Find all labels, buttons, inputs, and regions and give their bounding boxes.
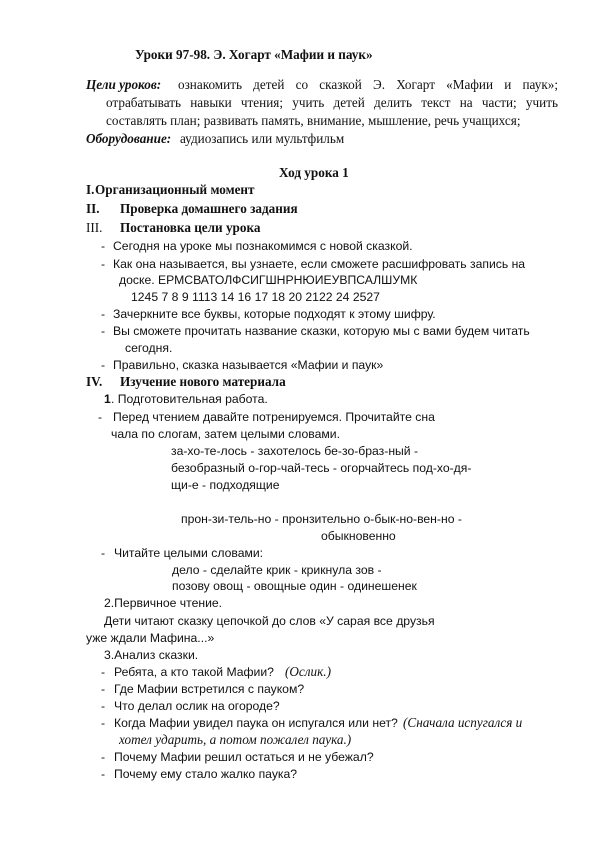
section-1-title: Организационный момент [95, 182, 255, 197]
list-bullet: - [101, 750, 106, 764]
section-4-title: Изучение нового материала [120, 374, 286, 389]
equipment-text: аудиозапись или мультфильм [180, 131, 345, 146]
answer-4-line-1: (Сначала испугался и [403, 715, 523, 730]
training-line-2: чала по слогам, затем целыми словами. [111, 427, 340, 441]
section-2-number: II. [86, 201, 100, 216]
reading-line-1: Дети читают сказку цепочкой до слов «У сарая все друзья [104, 614, 435, 628]
syllable-words-4: прон-зи-тель-но - пронзительно о-бык-но-вен-но - [181, 512, 462, 526]
goals-label: Цели уроков: [86, 77, 162, 92]
answer-1: (Ослик.) [285, 664, 331, 679]
list-bullet: - [101, 358, 106, 372]
whole-words-1: дело - сделайте крик - крикнула зов - [172, 563, 382, 577]
list-bullet: - [101, 546, 106, 560]
step-1-text: . Подготовительная работа. [111, 392, 268, 406]
syllable-words-5: обыкновенно [321, 529, 396, 543]
question-1: Ребята, а кто такой Мафии? [114, 665, 274, 679]
list-bullet: - [101, 307, 106, 321]
goal-item-5: Правильно, сказка называется «Мафии и паук» [113, 358, 384, 372]
list-bullet: - [101, 324, 106, 338]
section-3-number: III. [86, 220, 103, 235]
list-bullet: - [101, 716, 106, 730]
goal-item-2-line-2: доске. ЕРМСВАТОЛФСИГШНРНЮИЕУВПСАЛШУМК [119, 273, 418, 287]
list-bullet: - [101, 665, 106, 679]
syllable-words-1: за-хо-те-лось - захотелось бе-зо-браз-ный - [171, 444, 419, 458]
goal-item-2-line-1: Как она называется, вы узнаете, если сможете расшифровать запись на [113, 257, 526, 271]
list-bullet: - [101, 682, 106, 696]
syllable-words-3: щи-е - подходящие [171, 478, 280, 492]
question-4: Когда Мафии увидел паука он испугался или нет? [114, 716, 398, 730]
syllable-words-2: безобразный о-гор-чай-тесь - огорчайтесь под-хо-дя- [171, 461, 472, 475]
question-2: Где Мафии встретился с пауком? [114, 682, 305, 696]
step-3: 3.Анализ сказки. [104, 648, 199, 662]
goal-item-1: Сегодня на уроке мы познакомимся с новой сказкой. [113, 239, 413, 253]
equipment-label: Оборудование: [86, 131, 172, 146]
goals-line-2: отрабатывать навыки чтения; учить детей делить текст на части; учить [106, 95, 558, 110]
section-3-title: Постановка цели урока [120, 220, 261, 235]
goals-line-1: ознакомить детей со сказкой Э. Хогарт «Мафии и паук»; [178, 77, 558, 92]
list-bullet: - [101, 257, 106, 271]
list-bullet: - [101, 767, 106, 781]
goal-item-4-line-1: Вы сможете прочитать название сказки, которую мы с вами будем читать [113, 324, 530, 338]
list-bullet: - [101, 239, 106, 253]
goal-item-4-line-2: сегодня. [125, 341, 173, 355]
question-5: Почему Мафии решил остаться и не убежал? [114, 750, 374, 764]
list-bullet: - [98, 410, 103, 424]
answer-4-line-2: хотел ударить, а потом пожалел паука.) [119, 732, 352, 747]
lesson-heading: Ход урока 1 [279, 165, 349, 180]
list-bullet: - [101, 699, 106, 713]
section-4-number: IV. [86, 374, 103, 389]
question-3: Что делал ослик на огороде? [114, 699, 280, 713]
training-line-1: Перед чтением давайте потренируемся. Прочитайте сна [113, 410, 435, 424]
step-1-number: 1 [104, 392, 111, 406]
cipher-numbers: 1245 7 8 9 1113 14 16 17 18 20 2122 24 2527 [131, 290, 380, 304]
reading-line-2: уже ждали Мафина...» [86, 631, 215, 645]
step-2: 2.Первичное чтение. [104, 596, 223, 610]
whole-words-instruction: Читайте целыми словами: [114, 546, 264, 560]
lesson-title: Уроки 97-98. Э. Хогарт «Мафии и паук» [135, 47, 373, 62]
whole-words-2: позову овощ - овощные один - одинешенек [172, 579, 417, 593]
section-2-title: Проверка домашнего задания [120, 201, 298, 216]
goals-line-3: составлять план; развивать память, внимание, мышление, речь учащихся; [106, 113, 521, 128]
question-6: Почему ему стало жалко паука? [114, 767, 298, 781]
goal-item-3: Зачеркните все буквы, которые подходят к этому шифру. [113, 307, 436, 321]
section-1-number: I. [86, 182, 95, 197]
